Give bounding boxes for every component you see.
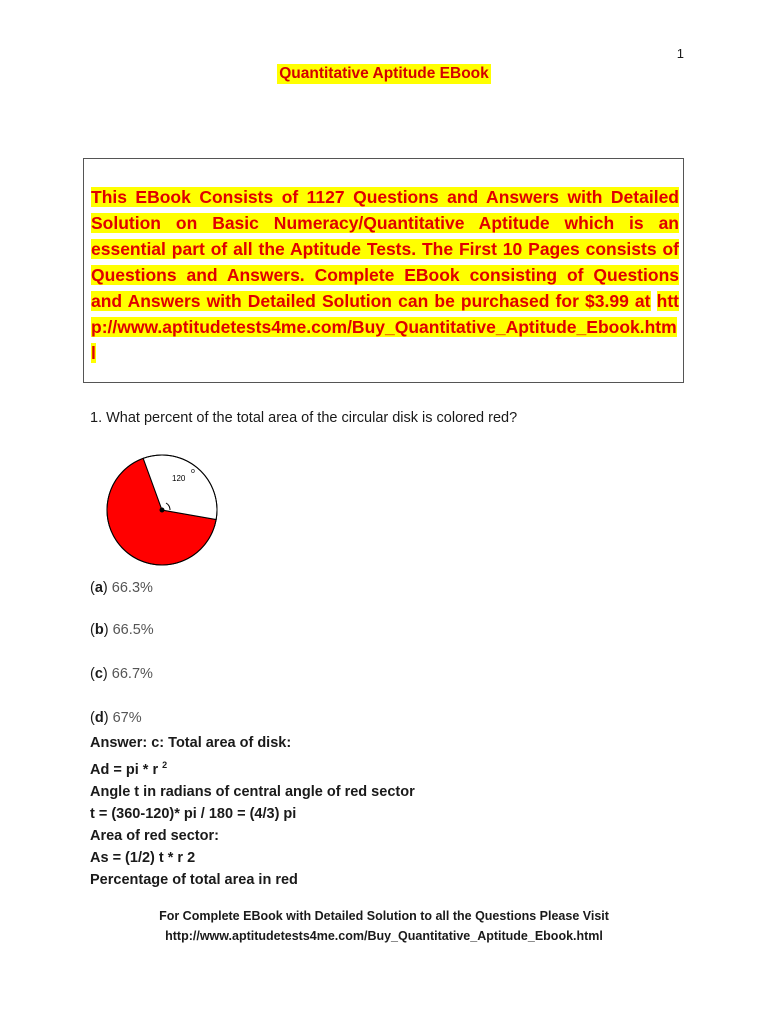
footer-link[interactable]: http://www.aptitudetests4me.com/Buy_Quantitative_Aptitude_Ebook.html bbox=[165, 929, 603, 943]
option-c[interactable]: (c) 66.7% bbox=[90, 666, 153, 682]
angle-label: 120 bbox=[172, 474, 186, 483]
notice-paragraph bbox=[91, 184, 679, 366]
notice-text: This EBook Consists of 1127 Questions and Answers with Detailed Solution on Basic Numeracy/Quantitative Aptitude which is an essential part of all the Aptitude Tests. The First 10 Pages consists of Questions and Answers. Complete EBook consisting of Questions and Answers with Detailed Solution can be purchased for $3.99 at bbox=[91, 187, 679, 311]
option-d-letter: d bbox=[94, 710, 104, 726]
answer-line-2-text: Ad = pi * r bbox=[90, 761, 159, 778]
option-c-letter: c bbox=[94, 666, 103, 682]
footer-line-1: For Complete EBook with Detailed Solution to all the Questions Please Visit bbox=[159, 909, 609, 923]
answer-line-2 bbox=[90, 754, 690, 781]
option-d[interactable]: (d) 67% bbox=[90, 710, 142, 726]
option-a[interactable]: (a) 66.3% bbox=[90, 580, 153, 596]
footer bbox=[0, 906, 768, 946]
center-dot bbox=[160, 508, 165, 513]
answer-line-3: Angle t in radians of central angle of red sector bbox=[90, 783, 415, 800]
answer-line-2-sup: 2 bbox=[162, 760, 168, 770]
answer-line-7: Percentage of total area in red bbox=[90, 871, 298, 888]
answer-line-4: t = (360-120)* pi / 180 = (4/3) pi bbox=[90, 805, 297, 822]
notice-box bbox=[83, 158, 684, 383]
answer-line-1: Answer: c: Total area of disk: bbox=[90, 735, 292, 751]
title-container bbox=[0, 64, 768, 84]
purchase-link[interactable]: http://www.aptitudetests4me.com/Buy_Quantitative_Aptitude_Ebook.html bbox=[91, 291, 679, 363]
question-text: 1. What percent of the total area of the circular disk is colored red? bbox=[90, 410, 518, 426]
option-b-value: 66.5% bbox=[112, 622, 154, 638]
ebook-title: Quantitative Aptitude EBook bbox=[279, 65, 489, 82]
option-c-value: 66.7% bbox=[111, 666, 153, 682]
page-number: 1 bbox=[676, 46, 684, 61]
option-a-letter: a bbox=[94, 580, 103, 596]
answer-block bbox=[90, 732, 690, 891]
option-a-value: 66.3% bbox=[111, 580, 153, 596]
option-d-value: 67% bbox=[112, 710, 142, 726]
option-b[interactable]: (b) 66.5% bbox=[90, 622, 154, 638]
degree-symbol: o bbox=[191, 468, 195, 475]
pie-figure bbox=[100, 448, 224, 572]
answer-line-5: Area of red sector: bbox=[90, 827, 219, 844]
answer-line-6: As = (1/2) t * r 2 bbox=[90, 849, 196, 866]
option-b-letter: b bbox=[94, 622, 104, 638]
